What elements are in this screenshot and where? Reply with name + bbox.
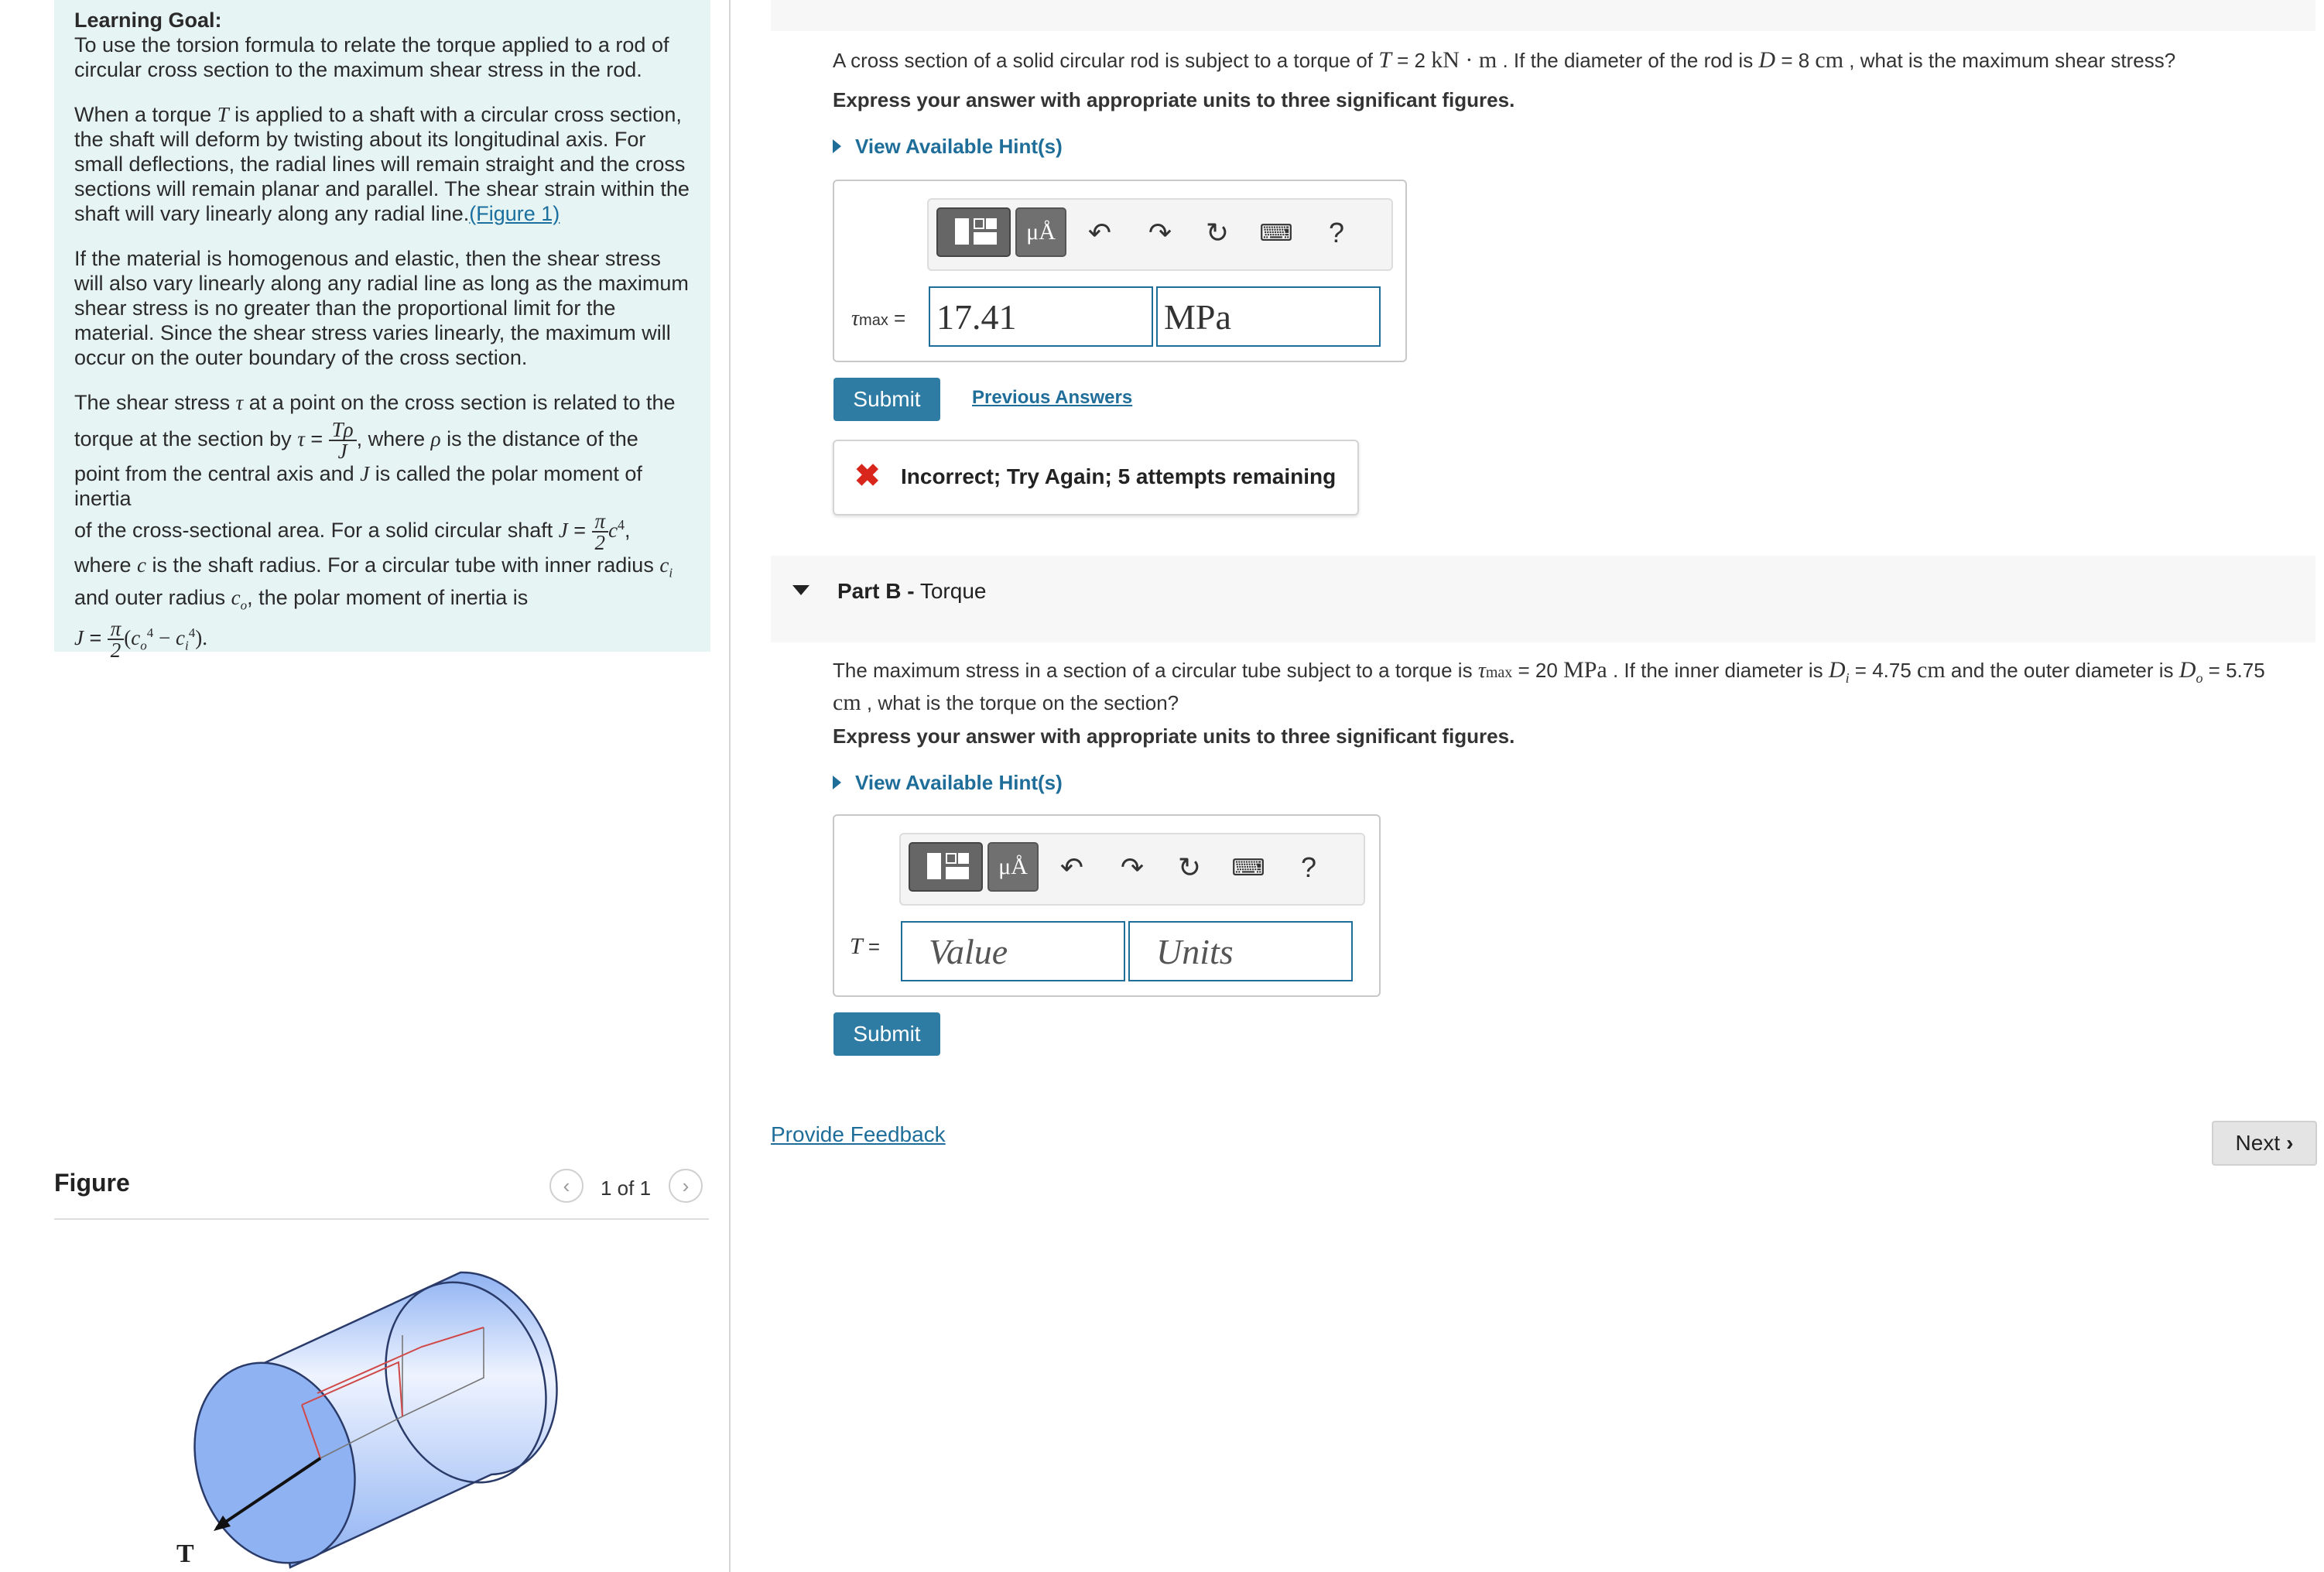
redo-button[interactable] [1113, 848, 1152, 887]
part-a-submit-button[interactable]: Submit [833, 378, 940, 421]
undo-button[interactable] [1052, 848, 1091, 887]
figure-prev-button[interactable] [549, 1169, 584, 1203]
part-a-toolbar [927, 198, 1393, 271]
figure-link[interactable]: (Figure 1) [469, 202, 560, 225]
help-button[interactable] [1289, 848, 1328, 887]
goal-paragraph-3: The shear stress τ at a point on the cross section is related to the torque at the section by τ = $\frac{T\rho}{J}$ , where ρ is the distance of the point from the central axis and J is called the polar moment of inertia of the cross-sectional area. For a solid circular shaft J = $\frac{\pi}{2}$ $c^4$, where c is the shaft radius. For a circular tube with inner radius $c_i$ and outer radius $c_o$, the polar moment of inertia is J = $\frac{\pi}{2}$ $(c_o^4 - c_i^4)$. [74, 391, 676, 662]
part-a-answer-box [833, 180, 1407, 362]
help-button[interactable] [1317, 214, 1356, 252]
part-a-value-input[interactable]: 17.41 [929, 286, 1153, 347]
torsion-figure [155, 1254, 588, 1572]
chevron-right-icon: › [682, 1173, 690, 1197]
figure-pager: 1 of 1 [601, 1176, 652, 1200]
help-icon: ? [1300, 851, 1317, 883]
chevron-left-icon: ‹ [563, 1173, 570, 1197]
goal-paragraph-2: If the material is homogenous and elastic, then the shear stress will also vary linearly along any radial line as long as the maximum shear stress is no greater than the proportional limit for the material. Since the shear stress varies linearly, the maximum will occur on the outer boundary of the cross section. [74, 247, 689, 369]
part-b-hint-toggle[interactable]: View Available Hint(s) [833, 771, 1063, 795]
part-a-answer-label: τmax = [851, 307, 906, 330]
part-a-header-band [771, 0, 2315, 31]
units-button[interactable] [987, 842, 1039, 892]
keyboard-button[interactable] [1257, 214, 1295, 252]
caret-down-icon[interactable] [792, 585, 809, 595]
undo-icon: ↶ [1087, 217, 1112, 248]
part-b-answer-label: T = [850, 933, 881, 959]
goal-paragraph-1: When a torque T is applied to a shaft with a circular cross section, the shaft will deform by twisting about its longitudinal axis. For small deflections, the radial lines will remain straight and the cross sections will remain planar and parallel. The shear strain within the shaft will vary linearly along any radial line.(Figure 1) [74, 103, 690, 225]
next-button[interactable]: Next › [2212, 1121, 2317, 1166]
panel-divider [729, 0, 731, 1572]
part-b-question: The maximum stress in a section of a circular tube subject to a torque is τmax = 20 MPa . If the inner diameter is $D_i = 4.75$ cm and the outer diameter is $D_o = 5.75$ cm , what is the torque on the section? [833, 657, 2265, 715]
part-b-toolbar [899, 833, 1365, 906]
part-b-instruction: Express your answer with appropriate units to three significant figures. [833, 724, 1515, 748]
part-b-header[interactable] [771, 556, 2315, 642]
reset-button[interactable] [1198, 214, 1237, 252]
caret-right-icon [833, 139, 841, 153]
units-button[interactable] [1015, 207, 1066, 257]
undo-icon: ↶ [1059, 851, 1084, 883]
part-b-submit-button[interactable]: Submit [833, 1012, 940, 1056]
previous-answers-link[interactable]: Previous Answers [972, 387, 1133, 408]
polar-moment-formula: $\frac{\pi}{2}$ [592, 511, 609, 553]
figure-header [54, 1161, 709, 1220]
redo-icon: ↷ [1148, 217, 1172, 248]
figure-title: Figure [54, 1169, 130, 1197]
keyboard-button[interactable] [1229, 848, 1268, 887]
mu-angstrom-icon: μÅ [998, 854, 1028, 879]
tube-polar-moment-formula: $\frac{\pi}{2}$ [108, 618, 125, 660]
chevron-right-icon: › [2286, 1131, 2294, 1155]
templates-button[interactable] [909, 842, 983, 892]
goal-intro-text: To use the torsion formula to relate the torque applied to a rod of circular cross section to the maximum shear stress in the rod. [74, 33, 669, 81]
torque-label: T [176, 1539, 194, 1568]
goal-intro [74, 8, 690, 82]
part-a-instruction: Express your answer with appropriate units to three significant figures. [833, 88, 1515, 111]
templates-icon [955, 218, 969, 245]
part-a-units-input[interactable]: MPa [1156, 286, 1381, 347]
redo-button[interactable] [1141, 214, 1179, 252]
provide-feedback-link[interactable]: Provide Feedback [771, 1122, 946, 1146]
keyboard-icon: ⌨ [1259, 220, 1293, 246]
help-icon: ? [1328, 217, 1345, 248]
torsion-formula: $\frac{T\rho}{J}$ [329, 420, 357, 461]
mu-angstrom-icon: μÅ [1026, 219, 1056, 245]
feedback-text: Incorrect; Try Again; 5 attempts remaining [901, 464, 1337, 488]
figure-next-button[interactable] [669, 1169, 703, 1203]
error-x-icon: ✖ [854, 459, 881, 493]
part-a-feedback [833, 440, 1359, 515]
part-b-value-input[interactable]: Value [901, 921, 1125, 981]
reset-button[interactable] [1170, 848, 1209, 887]
reset-icon: ↻ [1205, 217, 1230, 248]
part-a-question: A cross section of a solid circular rod is subject to a torque of T = 2 kN · m . If the diameter of the rod is D = 8 cm , what is the maximum shear stress? [833, 47, 2176, 73]
undo-button[interactable] [1080, 214, 1119, 252]
templates-icon [927, 853, 941, 879]
keyboard-icon: ⌨ [1231, 854, 1265, 881]
part-b-title[interactable]: Part B - Torque [837, 579, 987, 603]
part-a-hint-toggle[interactable]: View Available Hint(s) [833, 135, 1063, 159]
caret-right-icon [833, 776, 841, 789]
redo-icon: ↷ [1120, 851, 1145, 883]
templates-button[interactable] [936, 207, 1011, 257]
reset-icon: ↻ [1177, 851, 1202, 883]
part-b-answer-box [833, 814, 1381, 997]
part-b-units-input[interactable]: Units [1128, 921, 1353, 981]
goal-title: Learning Goal: [74, 9, 222, 32]
learning-goal-panel [54, 0, 710, 662]
